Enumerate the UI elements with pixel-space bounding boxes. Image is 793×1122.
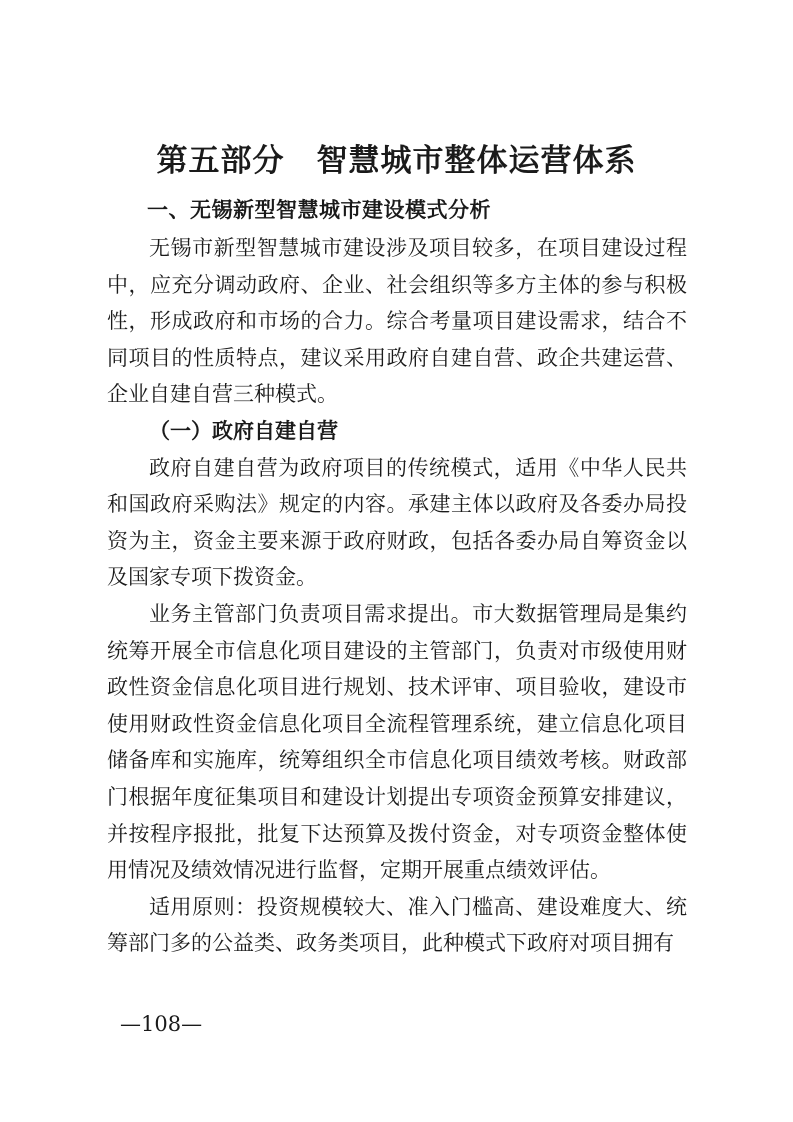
page-title: 第五部分 智慧城市整体运营体系 [156, 143, 637, 179]
page-number: —108— [120, 1012, 203, 1036]
section-heading: 一、无锡新型智慧城市建设模式分析 [147, 198, 491, 222]
paragraph-responsibilities: 业务主管部门负责项目需求提出。市大数据管理局是集约统筹开展全市信息化项目建设的主管部门，负责对市级使用财政性资金信息化项目进行规划、技术评审、项目验收，建设市使用财政性资金信息化项目全流程管理系统，建立信息化项目储备库和实施库，统筹组织全市信息化项目绩效考核。财政部门根据年度征集项目和建设计划提出专项资金预算安排建议，并按程序报批，批复下达预算及拨付资金，对专项资金整体使用情况及绩效情况进行监督，定期开展重点绩效评估。 [107, 601, 687, 883]
paragraph-intro: 无锡市新型智慧城市建设涉及项目较多，在项目建设过程中，应充分调动政府、企业、社会组织等多方主体的参与积极性，形成政府和市场的合力。综合考量项目建设需求，结合不同项目的性质特点，建议采用政府自建自营、政企共建运营、企业自建自营三种模式。 [107, 236, 687, 407]
subsection-heading: （一）政府自建自营 [149, 418, 338, 443]
paragraph-principles: 适用原则：投资规模较大、准入门槛高、建设难度大、统筹部门多的公益类、政务类项目，此种模式下政府对项目拥有 [107, 894, 687, 956]
paragraph-government-model: 政府自建自营为政府项目的传统模式，适用《中华人民共和国政府采购法》规定的内容。承建主体以政府及各委办局投资为主，资金主要来源于政府财政，包括各委办局自筹资金以及国家专项下拨资金。 [107, 455, 687, 590]
body-text [107, 230, 687, 962]
